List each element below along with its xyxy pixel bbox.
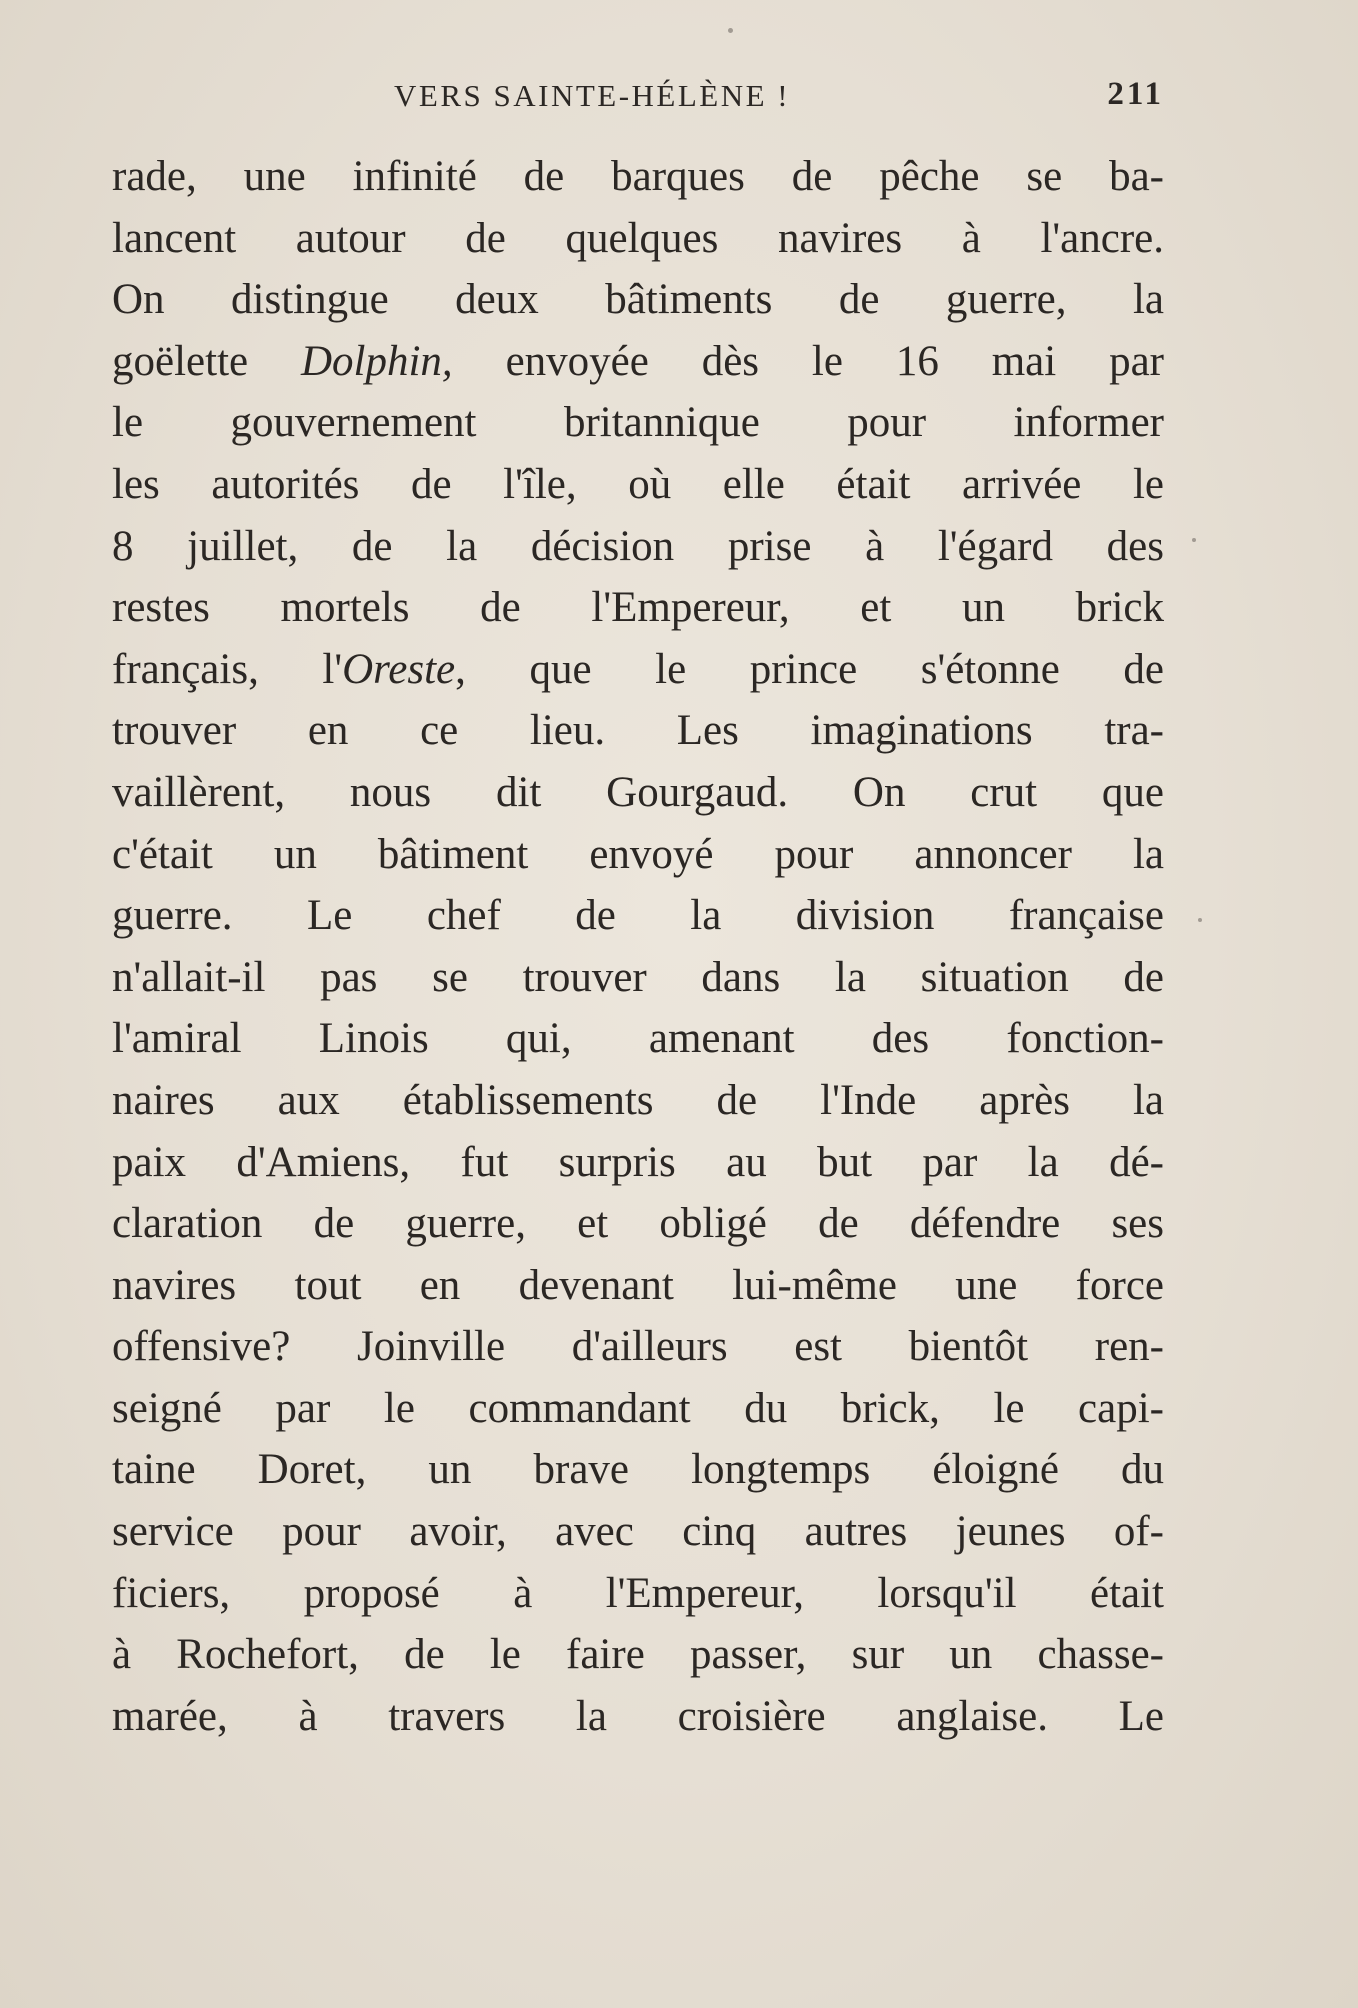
- text-line: paix d'Amiens, fut surpris au but par la dé-: [112, 1138, 1164, 1186]
- text-line: naires aux établissements de l'Inde après la: [112, 1076, 1164, 1124]
- text-line: claration de guerre, et obligé de défendre ses: [112, 1200, 1164, 1248]
- text-line: offensive? Joinville d'ailleurs est bientôt ren-: [112, 1323, 1164, 1371]
- text-line: ficiers, proposé à l'Empereur, lorsqu'il était: [112, 1569, 1164, 1617]
- text-line: restes mortels de l'Empereur, et un brick: [112, 584, 1164, 632]
- text-line: lancent autour de quelques navires à l'ancre.: [112, 214, 1164, 262]
- text-segment: , que le prince s'étonne de: [455, 645, 1164, 693]
- page-number: 211: [1107, 76, 1164, 112]
- paper-speck: [1198, 918, 1202, 922]
- text-line: On distingue deux bâtiments de guerre, la: [112, 276, 1164, 324]
- text-line: le gouvernement britannique pour informer: [112, 399, 1164, 447]
- paper-speck: [1192, 538, 1196, 542]
- text-segment: goëlette: [112, 337, 301, 385]
- text-line: [112, 331, 1164, 393]
- text-line: [112, 639, 1164, 701]
- text-line: à Rochefort, de le faire passer, sur un chasse-: [112, 1631, 1164, 1679]
- text-line: service pour avoir, avec cinq autres jeunes of-: [112, 1508, 1164, 1556]
- text-line: l'amiral Linois qui, amenant des fonction-: [112, 1015, 1164, 1063]
- text-line: les autorités de l'île, où elle était arrivée le: [112, 460, 1164, 508]
- text-segment: français, l': [112, 645, 343, 693]
- text-line: trouver en ce lieu. Les imaginations tra-: [112, 707, 1164, 755]
- text-line: rade, une infinité de barques de pêche se ba-: [112, 153, 1164, 200]
- text-line: marée, à travers la croisière anglaise. Le: [112, 1692, 1164, 1740]
- text-line: taine Doret, un brave longtemps éloigné du: [112, 1446, 1164, 1494]
- text-line: 8 juillet, de la décision prise à l'égard des: [112, 522, 1164, 570]
- page-header: [112, 72, 1164, 122]
- text-line: guerre. Le chef de la division française: [112, 892, 1164, 940]
- text-line: vaillèrent, nous dit Gourgaud. On crut que: [112, 768, 1164, 816]
- text-line: seigné par le commandant du brick, le capi-: [112, 1384, 1164, 1432]
- text-line: n'allait-il pas se trouver dans la situation de: [112, 953, 1164, 1001]
- running-title: VERS SAINTE-HÉLÈNE !: [394, 78, 791, 113]
- italic-ship-name: Oreste: [342, 645, 456, 693]
- italic-ship-name: Dolphin,: [300, 337, 453, 385]
- text-line: navires tout en devenant lui-même une force: [112, 1261, 1164, 1309]
- text-segment: envoyée dès le 16 mai par: [452, 337, 1164, 385]
- text-line: c'était un bâtiment envoyé pour annoncer la: [112, 830, 1164, 878]
- paper-speck: [728, 28, 733, 33]
- body-text: [112, 146, 1164, 1747]
